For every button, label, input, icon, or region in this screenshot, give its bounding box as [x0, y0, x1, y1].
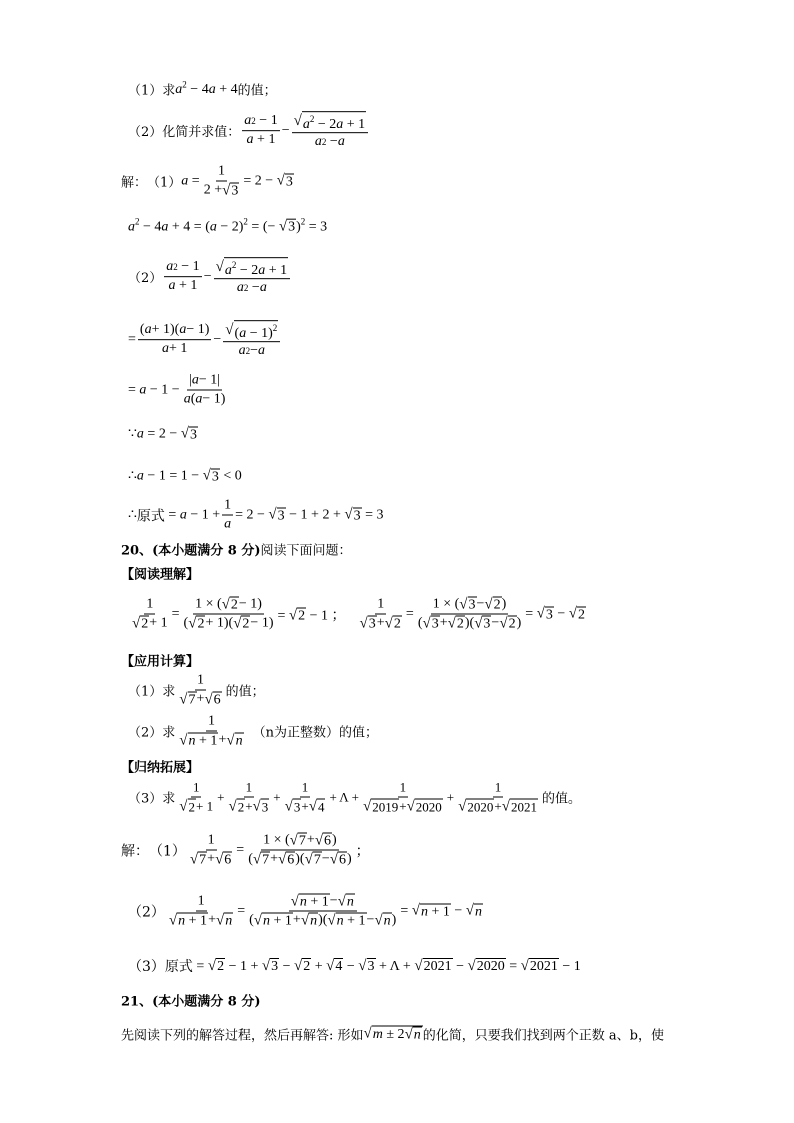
- word-huajian: 化简并求值：: [162, 125, 241, 141]
- extension-question-3: （3） 求 1 √ 2 + 1 + 1 √ 2 + √ 3 + 1 √ 3 + √ 4 + Λ + 1 √ 2019 + √ 2020 + 1 √ 2020 + √ 2021 的值。: [128, 779, 581, 815]
- word-yuanshi: 原式: [136, 508, 165, 524]
- reading-equation: 1 √ 2 + 1 = 1 × ( √ 2 − 1) ( √ 2 + 1)( √ 2 − 1) = √ 2 − 1 ； 1 √ 3 + √ 2 = 1 × ( √ 3 − √ 2 ) ( √ 3 + √ 2 )( √ 3 − √ 2 ) = √ 3 − √ 2: [132, 596, 586, 632]
- word-jie: 解：: [121, 175, 148, 191]
- question-1: （1） 求 $a^2 - 4a + 4$ 的值；: [128, 79, 277, 99]
- section-extension: 【归纳拓展】: [121, 760, 200, 776]
- solution-2c: = a − 1 − | a − 1| a ( a − 1): [128, 372, 226, 407]
- section-reading: 【阅读理解】: [121, 567, 200, 583]
- problem-20-heading: [121, 540, 352, 559]
- apply-question-1: （1） 求 1 √ 7 + √ 6 的值；: [128, 672, 265, 708]
- solution-2: （2） a 2 − 1 a + 1 − √ $a^2 - 2a + 1$ a 2 − a: [128, 257, 292, 297]
- answer-2: （2） 1 √ n + 1 + √ n = √ n + 1 − √ n ( √ n + 1 + √ n )( √ n + 1 − √ n ) = √ n + 1 − √ n: [128, 893, 483, 929]
- problem-21-heading: 21、(本小题满分 8 分): [121, 994, 261, 1010]
- solution-1: 解： （1） a = 1 2 + √ 3 = 2 − √ 3: [121, 163, 293, 199]
- solution-1b: $a^2 - 4a + 4 = (a - 2)^2$ = (− √ 3 )$^2$ = 3: [128, 216, 328, 235]
- therefore-line-1: ∴a − 1 = 1 − √ 3 < 0: [128, 467, 242, 484]
- answer-1: 解： （1） 1 √ 7 + √ 6 = 1 × ( √ 7 + √ 6 ) ( √ 7 + √ 6 )( √ 7 − √ 6 ) ；: [121, 832, 370, 868]
- problem-21-text: 先阅读下列的解答过程，然后再解答: 形如 √ m ± 2 √ n 的化简，只要我们找到两个正数 a、b，使: [121, 1025, 665, 1044]
- section-apply: 【应用计算】: [121, 654, 200, 670]
- therefore-line-2: ∴ 原式 = a − 1 + $\frac{1}{a}$ = 2 − √ 3 − 1 + 2 + √ 3 = 3: [128, 497, 384, 532]
- question-2: （2） 化简并求值： a 2 − 1 a + 1 − √ $a^2 - 2a + 1$ a 2 − a: [128, 111, 370, 151]
- word-qiu: 求: [162, 83, 176, 99]
- apply-question-2: （2） 求 1 √ n + 1 + √ n （n为正整数） 的值；: [128, 713, 378, 749]
- word-de-zhi: 的值；: [237, 83, 277, 99]
- answer-3: （3） 原式 = √ 2 − 1 + √ 3 − √ 2 + √ 4 − √ 3 + Λ + √ 2021 − √ 2020 = √ 2021 − 1: [128, 957, 581, 975]
- since-line: ∵a = 2 − √ 3: [128, 425, 197, 442]
- problem-20-label: 20、(本小题满分 8 分): [121, 543, 261, 559]
- solution-2b: = ( a + 1)( a − 1) a + 1 − √ $(a - 1)^2$ a 2 − a: [128, 320, 282, 360]
- problem-20-intro: 阅读下面问题：: [260, 543, 352, 559]
